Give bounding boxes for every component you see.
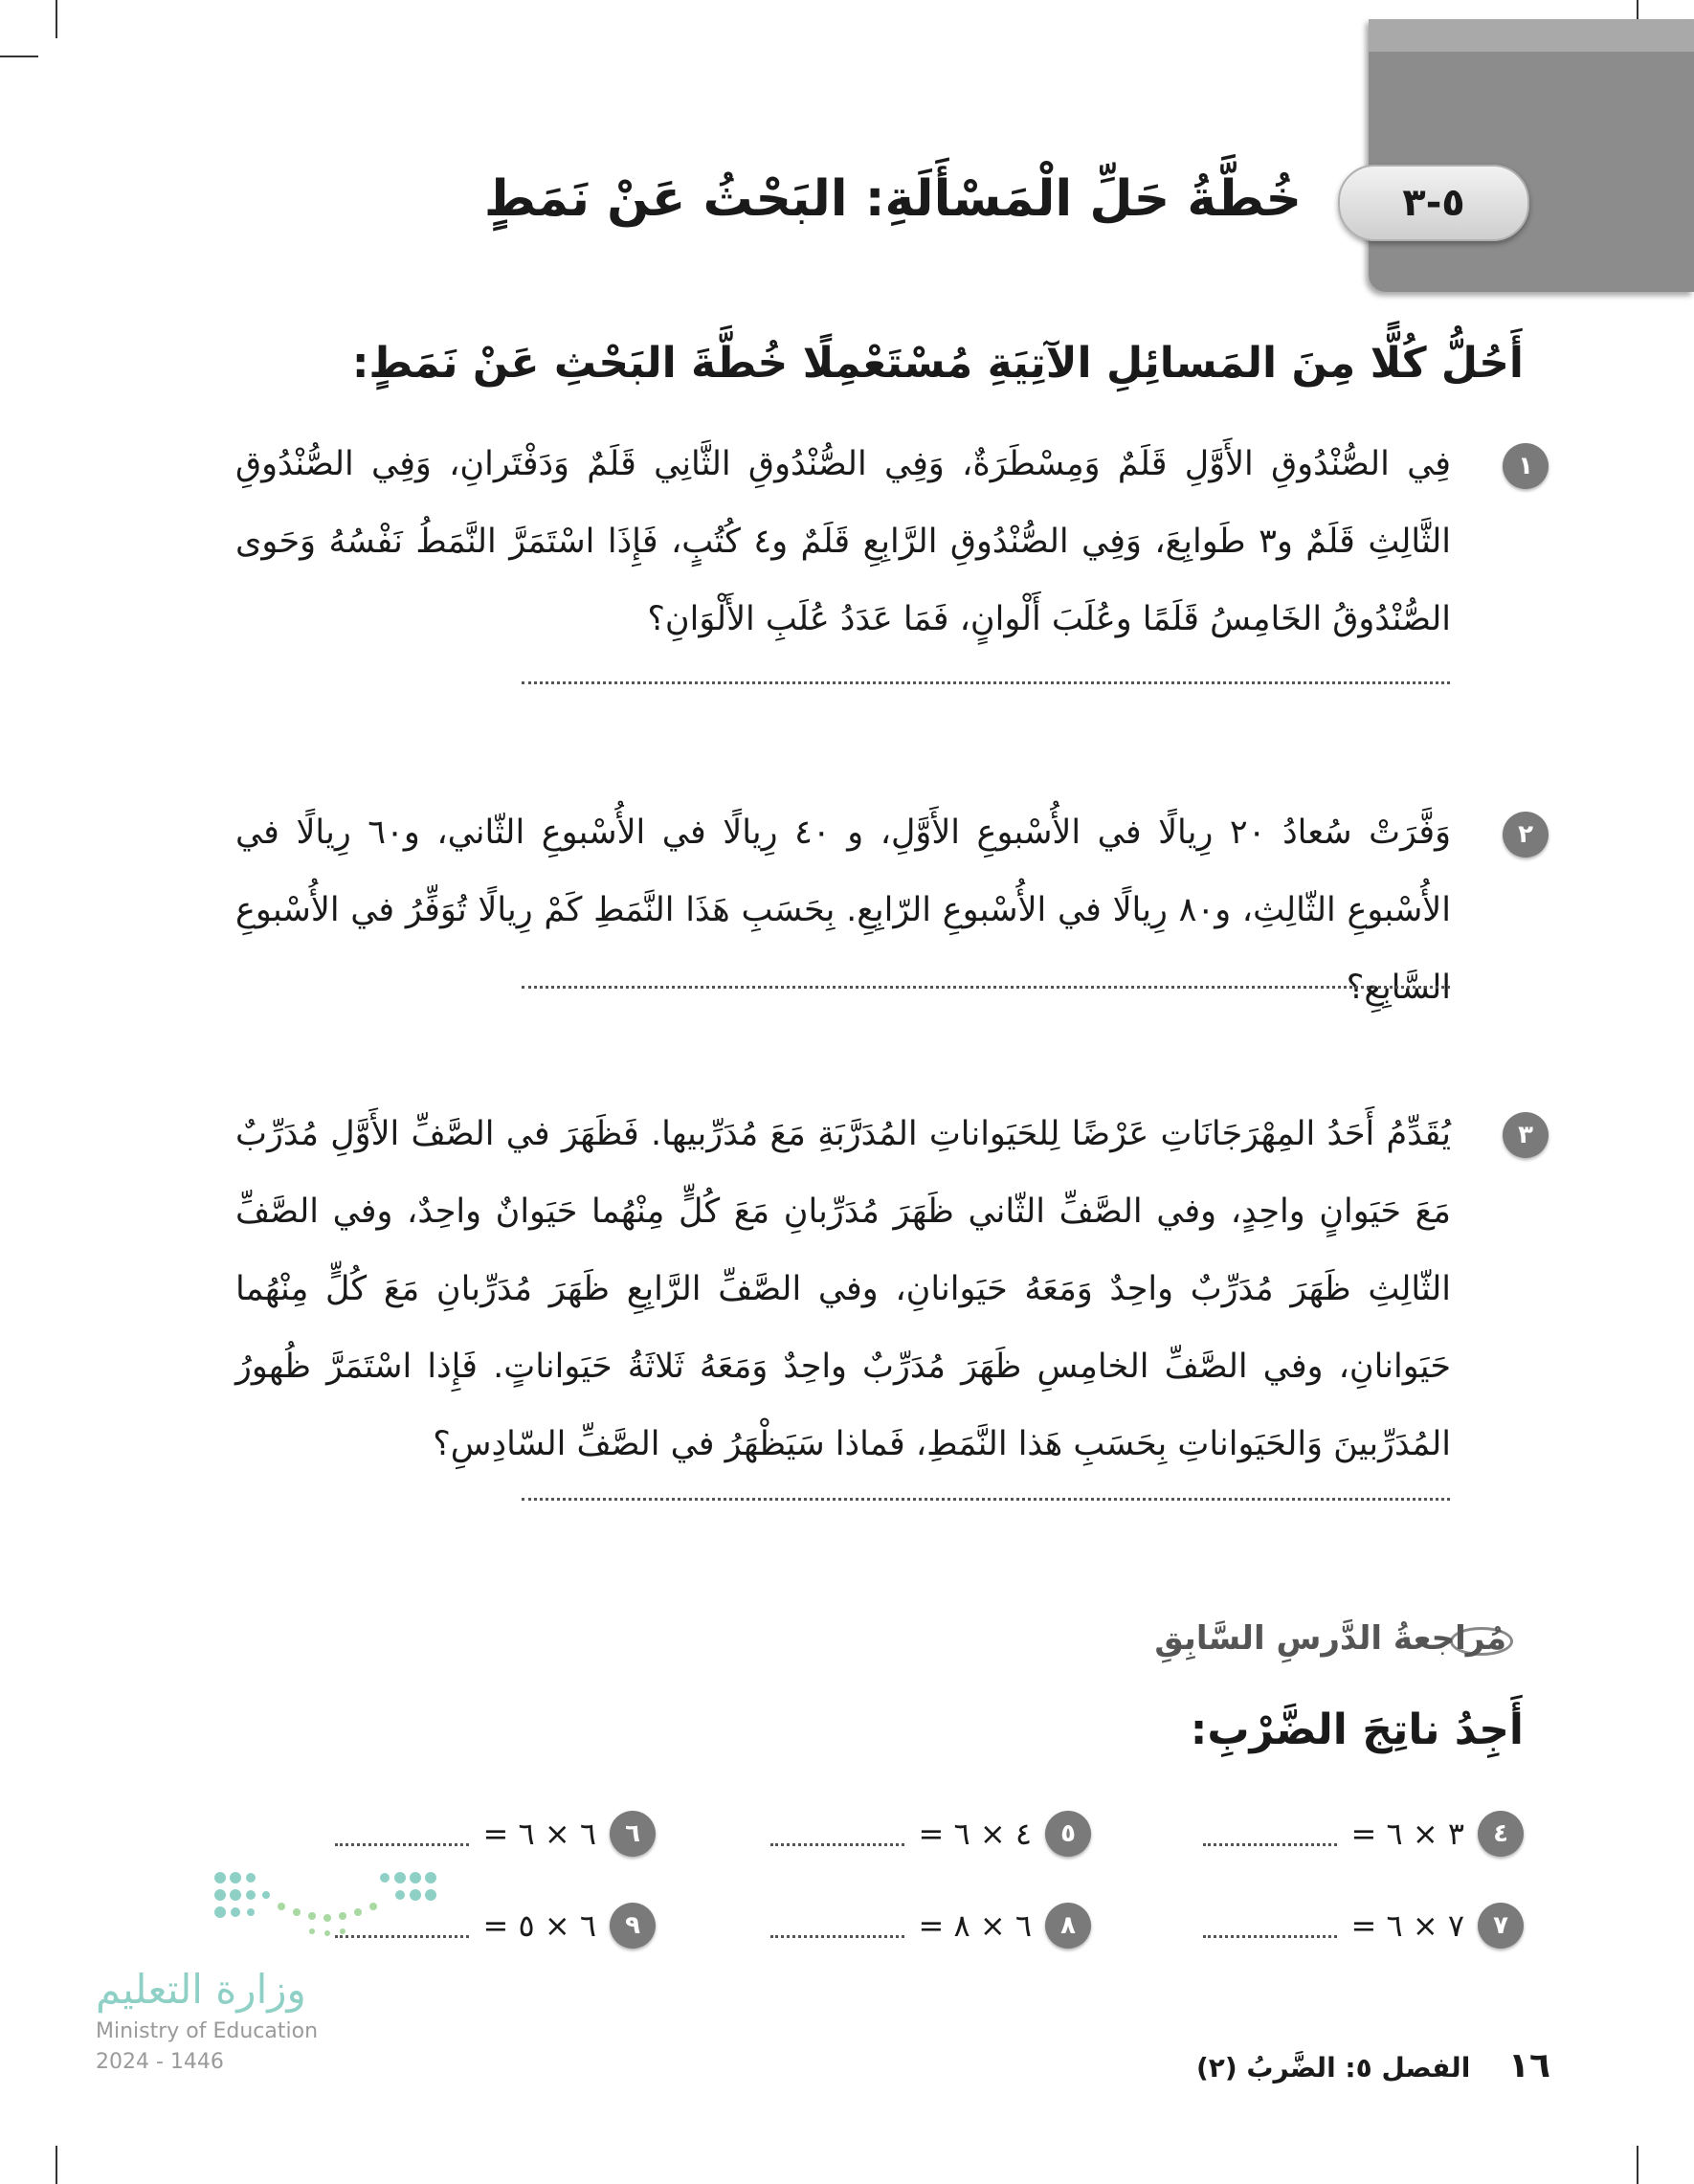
ministry-year: 2024 - 1446 — [96, 2050, 224, 2074]
answer-blank[interactable] — [335, 1822, 469, 1846]
question-text: وَفَّرَتْ سُعادُ ٢٠ رِيالًا في الأُسْبوعِ الأَوَّلِ، و ٤٠ رِيالًا في الأُسْبوعِ الثّاني، و٦٠ رِيالًا في الأُسْبوعِ الثّالِثِ، و٨٠ رِيالًا في الأُسْبوعِ الرّابِعِ. بِحَسَبِ هَذَا النَّمَطِ كَمْ رِيالًا تُوَفِّرُ في الأُسْبوعِ السَّابِعِ؟ — [235, 813, 1451, 1007]
exercise-expression: ٦ × ٦ = — [482, 1816, 596, 1852]
answer-blank[interactable] — [770, 1914, 904, 1938]
exercise — [770, 1811, 1091, 1857]
crop-mark — [56, 2146, 57, 2184]
exercise-number-badge: ٨ — [1045, 1903, 1091, 1949]
exercise-number-badge: ٥ — [1045, 1811, 1091, 1857]
answer-line[interactable] — [522, 986, 1450, 989]
exercise-expression: ٧ × ٦ = — [1350, 1907, 1464, 1944]
ministry-name-arabic: وزارة التعليم — [96, 1966, 306, 2013]
answer-blank[interactable] — [770, 1822, 904, 1846]
crop-mark — [56, 0, 57, 38]
lesson-number-badge — [1338, 165, 1529, 241]
crop-mark — [1637, 2146, 1638, 2184]
review-label: مُراجعةُ الدَّرسِ السَّابِقِ — [1154, 1619, 1506, 1658]
exercise — [1203, 1811, 1524, 1857]
answer-line[interactable] — [522, 1498, 1450, 1501]
chapter-label: الفصل ٥: الضَّربُ (٢) — [1195, 2052, 1471, 2084]
answer-blank[interactable] — [1203, 1822, 1337, 1846]
exercise-expression: ٣ × ٦ = — [1350, 1816, 1464, 1852]
ministry-name-english: Ministry of Education — [96, 2019, 319, 2043]
answer-blank[interactable] — [1203, 1914, 1337, 1938]
lesson-number: ٥-٣ — [1402, 181, 1465, 225]
question-number-badge: ١ — [1503, 443, 1549, 489]
exercise-number-badge: ٩ — [610, 1903, 656, 1949]
question-number-badge: ٣ — [1503, 1112, 1549, 1158]
ministry-logo-dots-icon — [212, 1868, 452, 1945]
review-instruction: أَجِدُ ناتِجَ الضَّرْبِ: — [1190, 1705, 1524, 1754]
crop-mark — [0, 56, 38, 57]
instruction: أَحُلُّ كُلًّا مِنَ المَسائِلِ الآتِيَةِ مُسْتَعْمِلًا خُطَّةَ البَحْثِ عَنْ نَمَطٍ: — [351, 339, 1524, 388]
exercise-number-badge: ٦ — [610, 1811, 656, 1857]
header-tab-strip — [1369, 19, 1694, 52]
exercise — [335, 1811, 656, 1857]
answer-line[interactable] — [522, 681, 1450, 684]
page-number: ١٦ — [1508, 2046, 1550, 2085]
exercise-number-badge: ٤ — [1478, 1811, 1524, 1857]
exercise-expression: ٤ × ٦ = — [918, 1816, 1032, 1852]
header-tab-background — [1369, 19, 1694, 292]
exercise-expression: ٦ × ٥ = — [482, 1907, 596, 1944]
page-footer — [1196, 2046, 1550, 2085]
exercise — [770, 1903, 1091, 1949]
question-number-badge: ٢ — [1503, 812, 1549, 858]
exercise-expression: ٦ × ٨ = — [918, 1907, 1032, 1944]
exercise-number-badge: ٧ — [1478, 1903, 1524, 1949]
lesson-title: خُطَّةُ حَلِّ الْمَسْأَلَةِ: البَحْثُ عَنْ نَمَطٍ — [483, 170, 1302, 228]
question-text: فِي الصُّنْدُوقِ الأَوَّلِ قَلَمٌ وَمِسْطَرَةٌ، وَفِي الصُّنْدُوقِ الثَّانِي قَلَمٌ وَدَفْتَرانِ، وَفِي الصُّنْدُوقِ الثَّالِثِ قَلَمٌ و٣ طَوابِعَ، وَفِي الصُّنْدُوقِ الرَّابِعِ قَلَمٌ و٤ كُتُبٍ، فَإِذَا اسْتَمَرَّ النَّمَطُ نَفْسُهُ وَحَوى الصُّنْدُوقُ الخَامِسُ قَلَمًا وعُلَبَ أَلْوانٍ، فَمَا عَدَدُ عُلَبِ الأَلْوَانِ؟ — [235, 445, 1452, 638]
exercise — [1203, 1903, 1524, 1949]
question-text: يُقَدِّمُ أَحَدُ المِهْرَجَانَاتِ عَرْضًا لِلحَيَواناتِ المُدَرَّبَةِ مَعَ مُدَرِّبيها. فَظَهَرَ في الصَّفِّ الأَوَّلِ مُدَرِّبٌ مَعَ حَيَوانٍ واحِدٍ، وفي الصَّفِّ الثّاني ظَهَرَ مُدَرِّبانِ مَعَ كُلٍّ مِنْهُما حَيَوانٌ واحِدٌ، وفي الصَّفِّ الثّالِثِ ظَهَرَ مُدَرِّبٌ واحِدٌ وَمَعَهُ حَيَوانانِ، وفي الصَّفِّ الرَّابِعِ ظَهَرَ مُدَرِّبانِ مَعَ كُلٍّ مِنْهُما حَيَوانانِ، وفي الصَّفِّ الخامِسِ ظَهَرَ مُدَرِّبٌ واحِدٌ وَمَعَهُ ثَلاثَةُ حَيَواناتٍ. فَإِذا اسْتَمَرَّ ظُهورُ المُدَرِّبينَ وَالحَيَواناتِ بِحَسَبِ هَذا النَّمَطِ، فَماذا سَيَظْهَرُ في الصَّفِّ السّادِسِ؟ — [235, 1115, 1451, 1463]
